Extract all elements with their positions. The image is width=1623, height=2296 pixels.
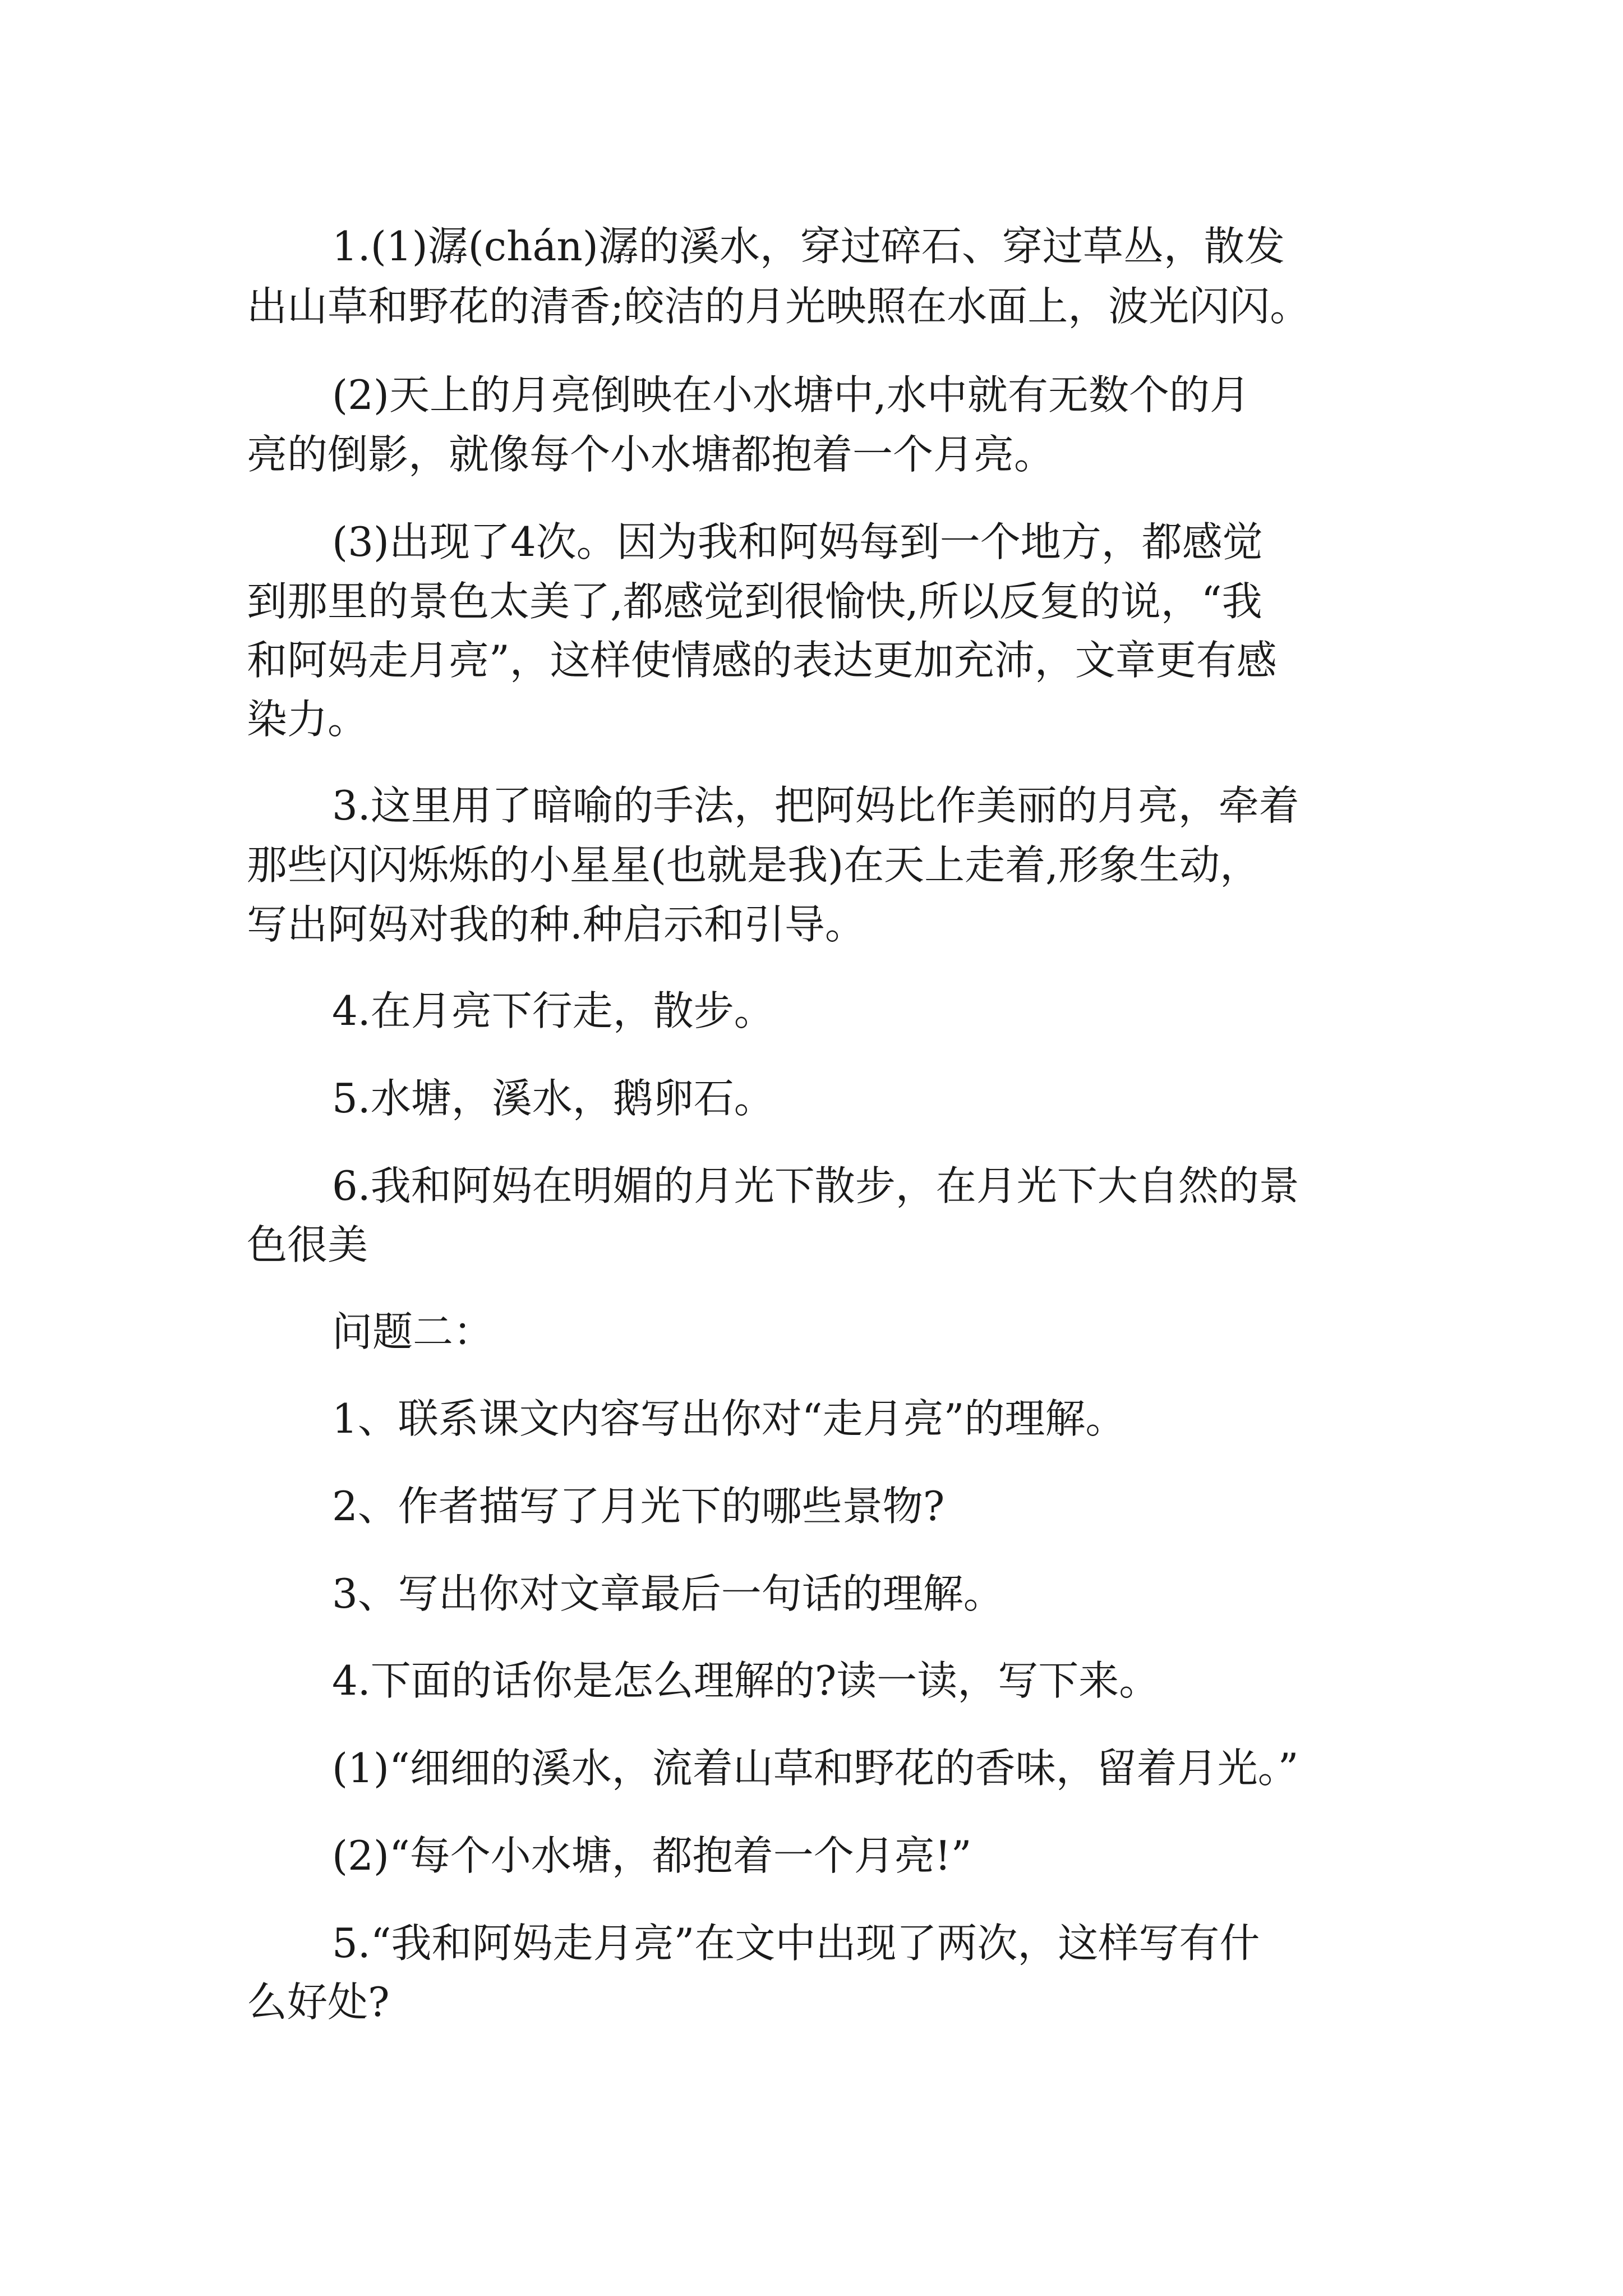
paragraph-line: 出山草和野花的清香;皎洁的月光映照在水面上，波光闪闪。 bbox=[247, 283, 1311, 330]
paragraph-line: 4.在月亮下行走，散步。 bbox=[332, 987, 774, 1034]
paragraph-line: 5.水塘，溪水，鹅卵石。 bbox=[332, 1075, 774, 1122]
question-line: 1、联系课文内容写出你对“走月亮”的理解。 bbox=[332, 1395, 1126, 1442]
paragraph-line: 写出阿妈对我的种.种启示和引导。 bbox=[247, 901, 865, 948]
paragraph-line: 和阿妈走月亮”，这样使情感的表达更加充沛，文章更有感 bbox=[247, 637, 1277, 684]
question-line: 5.“我和阿妈走月亮”在文中出现了两次，这样写有什 bbox=[332, 1920, 1260, 1967]
question-line: 2、作者描写了月光下的哪些景物? bbox=[332, 1483, 945, 1530]
paragraph-line: 到那里的景色太美了,都感觉到很愉快,所以反复的说，“我 bbox=[247, 578, 1262, 625]
paragraph-line: (2)天上的月亮倒映在小水塘中,水中就有无数个的月 bbox=[332, 371, 1250, 418]
paragraph-line: 色很美 bbox=[247, 1221, 368, 1268]
section-heading: 问题二： bbox=[332, 1308, 494, 1355]
paragraph-line: 亮的倒影，就像每个小水塘都抱着一个月亮。 bbox=[247, 431, 1055, 478]
paragraph-line: 6.我和阿妈在明媚的月光下散步，在月光下大自然的景 bbox=[332, 1162, 1299, 1209]
paragraph-line: 3.这里用了暗喻的手法，把阿妈比作美丽的月亮，牵着 bbox=[332, 782, 1299, 829]
paragraph-line: 染力。 bbox=[247, 696, 368, 743]
question-line: (2)“每个小水塘，都抱着一个月亮!” bbox=[332, 1832, 972, 1879]
paragraph-line: 那些闪闪烁烁的小星星(也就是我)在天上走着,形象生动， bbox=[247, 841, 1261, 889]
question-line: 4.下面的话你是怎么理解的?读一读，写下来。 bbox=[332, 1657, 1160, 1704]
paragraph-line: 1.(1)潺(chán)潺的溪水，穿过碎石、穿过草丛，散发 bbox=[332, 223, 1285, 270]
question-line: 3、写出你对文章最后一句话的理解。 bbox=[332, 1570, 1004, 1617]
question-line: 么好处? bbox=[247, 1978, 390, 2026]
paragraph-line: (3)出现了4次。因为我和阿妈每到一个地方，都感觉 bbox=[332, 518, 1263, 565]
question-line: (1)“细细的溪水，流着山草和野花的香味，留着月光。” bbox=[332, 1745, 1299, 1792]
